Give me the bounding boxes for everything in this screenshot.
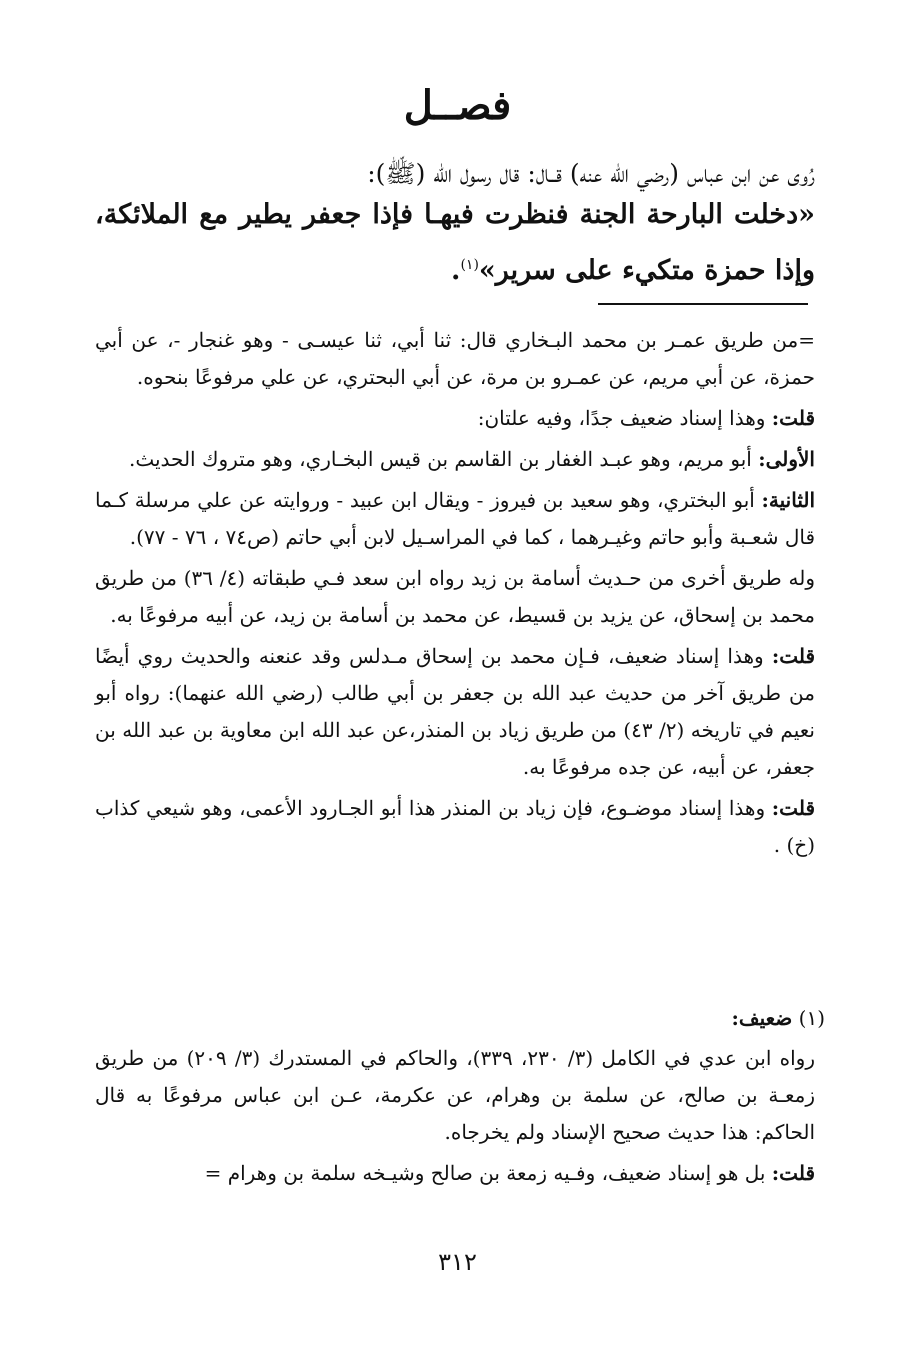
footnote-separator (598, 303, 808, 305)
note-label: قلت: (771, 796, 815, 820)
note-text: وهذا إسناد موضـوع، فإن زياد بن المنذر هذا أبو الجـارود الأعمى، وهو شيعي كذاب (خ) . (95, 796, 815, 857)
hadith-end: . (451, 255, 461, 286)
note-text: أبو مريم، وهو عبـد الغفار بن القاسم بن قيس البخـاري، وهو متروك الحديث. (128, 447, 752, 471)
footnote-block (95, 1040, 815, 1192)
note-paragraph-7 (95, 790, 815, 864)
note-paragraph-6 (95, 638, 815, 786)
notes-block (95, 322, 815, 864)
note-label: الثانية: (761, 488, 816, 512)
note-label: الأولى: (758, 447, 815, 471)
footnote-reference: (١) (460, 257, 479, 273)
note-paragraph-3 (95, 441, 815, 478)
note-label: قلت: (771, 406, 815, 430)
footnote-paragraph-1: رواه ابن عدي في الكامل (٣/ ٢٣٠، ٣٣٩)، والحاكم في المستدرك (٣/ ٢٠٩) من طريق زمعـة بن صالح، عن سلمة بن وهرام، عن عكرمة، عـن ابن عباس مرفوعًا به قال الحاكم: هذا حديث صحيح الإسناد ولم يخرجاه. (95, 1046, 815, 1144)
hadith-body: «دخلت البارحة الجنة فنظرت فيهـا فإذا جعفر يطير مع الملائكة، وإذا حمزة متكيء على سرير» (95, 199, 815, 286)
footnote-number: (١) (798, 1006, 825, 1030)
footnote-heading (95, 1000, 825, 1036)
footnote-paragraph-2 (95, 1155, 815, 1192)
note-text: وهذا إسناد ضعيف جدًا، وفيه علتان: (477, 406, 766, 430)
footnote-label: ضعيف: (731, 1006, 793, 1030)
hadith-text (95, 190, 815, 296)
note-paragraph-2 (95, 400, 815, 437)
note-text: وهذا إسناد ضعيف، فـإن محمد بن إسحاق مـدلس وقد عنعنه والحديث روي أيضًا من طريق آخر من حديث عبد الله بن جعفر بن أبي طالب (رضي الله عنهما): رواه أبو نعيم في تاريخه (٢/ ٤٣) من طريق زياد بن المنذر،عن عبد الله ابن معاوية بن عبد الله بن جعفر، عن أبيه، عن جده مرفوعًا به. (95, 644, 815, 779)
note-text: بل هو إسناد ضعيف، وفـيه زمعة بن صالح وشيـخه سلمة بن وهرام = (204, 1161, 766, 1185)
page-number: ٣١٢ (438, 1248, 477, 1276)
note-label: قلت: (771, 644, 816, 668)
note-paragraph-1: =من طريق عمـر بن محمد البـخاري قال: ثنا أبي، ثنا عيسـى - وهو غنجار -، عن أبي حمزة، عن أبي مريم، عن عمـرو بن مرة، عن أبي البحتري، عن علي مرفوعًا بنحوه. (95, 328, 815, 389)
note-paragraph-4 (95, 482, 815, 556)
note-paragraph-5: وله طريق أخرى من حـديث أسامة بن زيد رواه ابن سعد فـي طبقاته (٤/ ٣٦) من طريق محمد بن إسحاق، عن يزيد بن قسيط، عن محمد بن أسامة بن زيد، عن أبيه مرفوعًا به. (95, 566, 815, 627)
note-text: أبو البختري، وهو سعيد بن فيروز - ويقال ابن عبيد - وروايته عن علي مرسلة كـما قال شعـبة وأبو حاتم وغيـرهما ، كما في المراسـيل لابن أبي حاتم (ص٧٤ ، ٧٦ - ٧٧). (95, 488, 815, 549)
note-label: قلت: (771, 1161, 815, 1185)
intro-line: رُوى عن ابن عباس (رضي الله عنه) قــال: قال رسول الله (ﷺ): (367, 159, 815, 188)
section-title: فصــل (403, 82, 512, 129)
